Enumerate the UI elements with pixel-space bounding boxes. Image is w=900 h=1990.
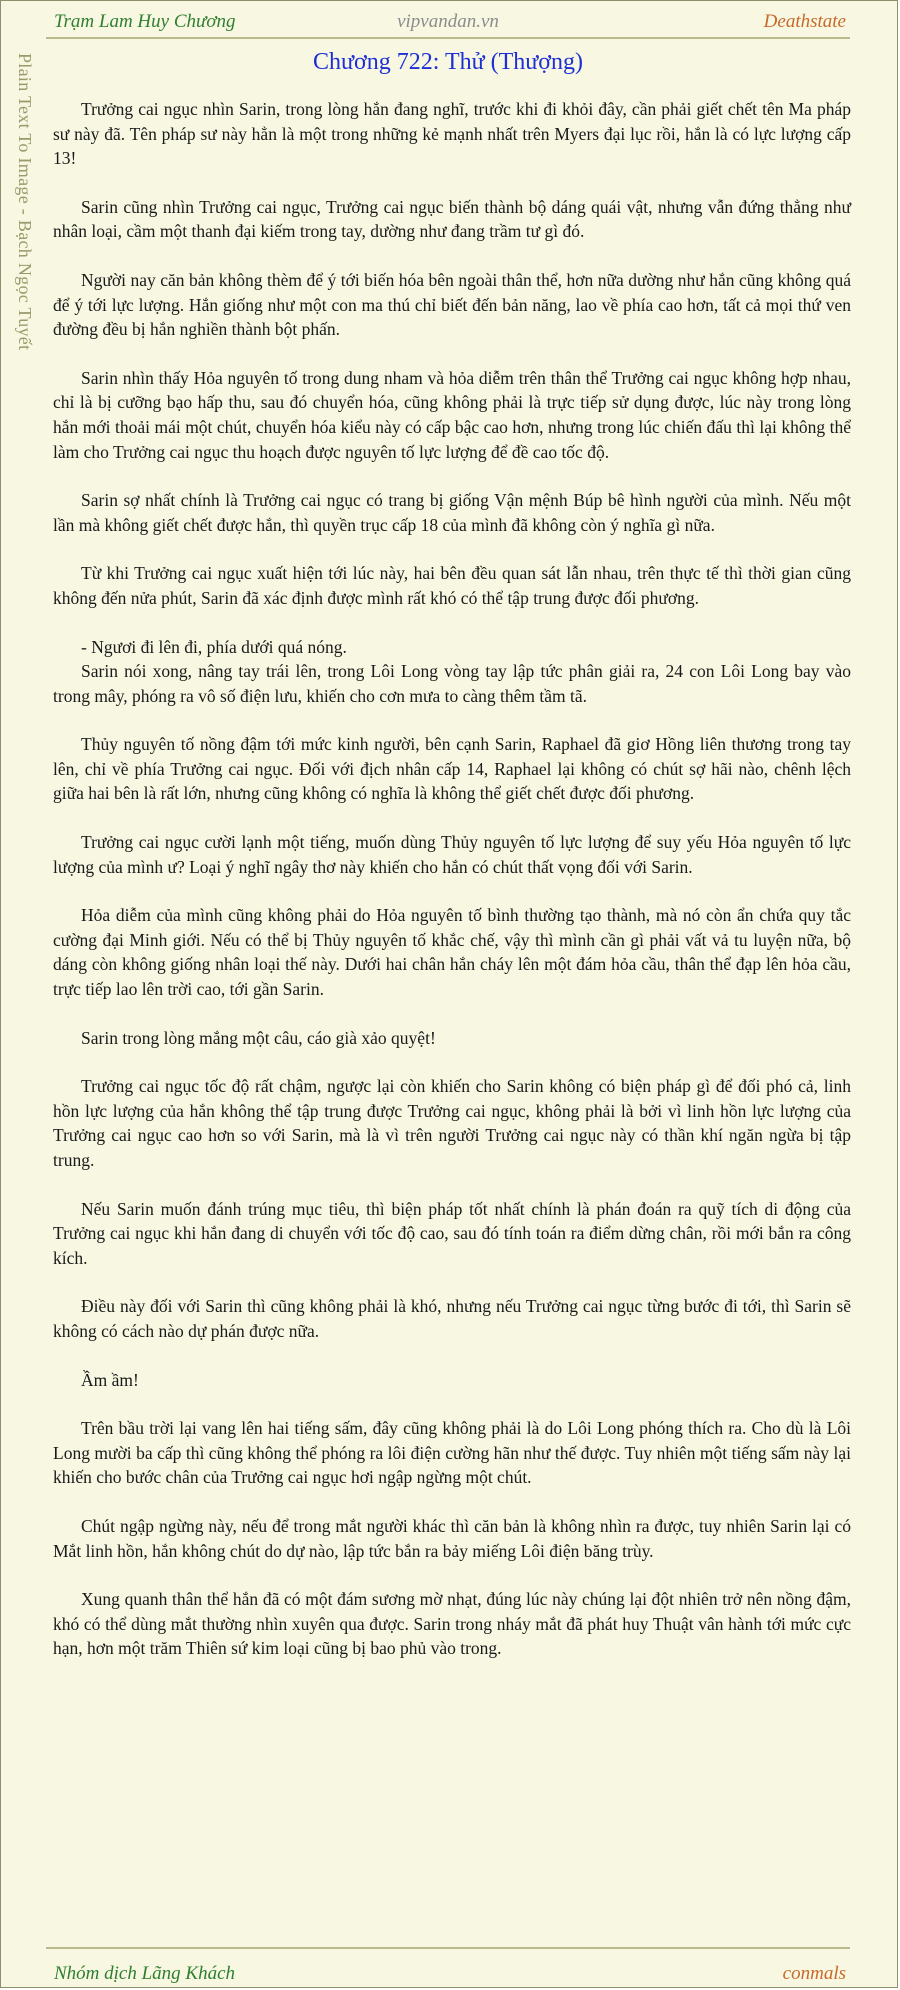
paragraph: Ầm ầm! bbox=[81, 1369, 139, 1390]
paragraph: Trưởng cai ngục nhìn Sarin, trong lòng hắn đang nghĩ, trước khi đi khỏi đây, cần phải giết chết tên Ma pháp sư này đã. Tên pháp sư này hẳn là một trong những kẻ mạnh nhất trên Myers đại lục rồi, hắn là có lực lượng cấp 13! bbox=[53, 99, 851, 169]
paragraph: Sarin trong lòng mắng một câu, cáo già xảo quyệt! bbox=[81, 1027, 436, 1048]
paragraph: Trưởng cai ngục cười lạnh một tiếng, muốn dùng Thủy nguyên tố lực lượng để suy yếu Hỏa nguyên tố lực lượng của mình ư? Loại ý nghĩ ngây thơ này khiến cho hắn có chút thất vọng đối với Sarin. bbox=[53, 832, 851, 877]
paragraph: Người nay căn bản không thèm để ý tới biến hóa bên ngoài thân thể, hơn nữa dường như hắn cũng không quá để ý tới lực lượng. Hắn giống như một con ma thú chỉ biết đến bản năng, lao về phía cao hơn, tất cả mọi thứ ven đường đều bị hắn nghiền thành bột phấn. bbox=[53, 269, 851, 340]
paragraph: Sarin sợ nhất chính là Trưởng cai ngục có trang bị giống Vận mệnh Búp bê hình người của mình. Nếu một lần mà không giết chết được hắn, thì quyền trục cấp 18 của mình đã không còn ý nghĩa gì nữa. bbox=[53, 490, 851, 535]
header-site-label: vipvandan.vn bbox=[397, 11, 499, 32]
paragraph: Từ khi Trưởng cai ngục xuất hiện tới lúc này, hai bên đều quan sát lẫn nhau, trên thực tế thì thời gian cũng không đến nửa phút, Sarin đã xác định được mình rất khó có thể tập trung được đối phương. bbox=[53, 563, 851, 608]
header-author-label: Deathstate bbox=[763, 11, 846, 32]
paragraph: Sarin cũng nhìn Trưởng cai ngục, Trưởng cai ngục biến thành bộ dáng quái vật, nhưng vẫn đứng thẳng như nhân loại, cầm một thanh đại kiếm trong tay, dường như đang trầm tư gì đó. bbox=[53, 196, 851, 242]
paragraph: - Ngươi đi lên đi, phía dưới quá nóng. bbox=[81, 636, 347, 657]
chapter-title: Chương 722: Thử (Thượng) bbox=[313, 49, 583, 75]
side-watermark-text: Plain Text To Image - Bạch Ngọc Tuyết bbox=[15, 53, 35, 351]
footer-user-label: conmals bbox=[782, 1963, 846, 1984]
header-translator-label: Trạm Lam Huy Chương bbox=[54, 11, 236, 32]
paragraph: Sarin nói xong, nâng tay trái lên, trong Lôi Long vòng tay lập tức phân giải ra, 24 con Lôi Long bay vào trong mây, phóng ra vô số điện lưu, khiến cho cơn mưa to càng thêm tầm tã. bbox=[53, 661, 851, 706]
paragraph: Sarin nhìn thấy Hỏa nguyên tố trong dung nham và hỏa diễm trên thân thể Trưởng cai ngục không hợp nhau, chỉ là bị cưỡng bạo hấp thu, sau đó chuyển hóa, cũng không phải là trực tiếp sử dụng được, lúc này trong lòng hắn mới thoải mái một chút, chuyển hóa kiểu này có cấp bậc cao hơn, nhưng trong lúc chiến đấu thì lại không thể làm cho Trưởng cai ngục thu hoạch được nguyên tố lực lượng để đề cao tốc độ. bbox=[53, 367, 851, 462]
paragraph: Trên bầu trời lại vang lên hai tiếng sấm, đây cũng không phải là do Lôi Long phóng thích ra. Cho dù là Lôi Long mười ba cấp thì cũng không thể phóng ra lôi điện cường hãn như thế được. Tuy nhiên một tiếng sấm này lại khiến cho bước chân của Trưởng cai ngục hơi ngập ngừng một chút. bbox=[53, 1418, 851, 1488]
page-header bbox=[46, 1, 850, 39]
paragraph: Xung quanh thân thể hắn đã có một đám sương mờ nhạt, đúng lúc này chúng lại đột nhiên trở nên nồng đậm, khó có thể dùng mắt thường nhìn xuyên qua được. Sarin trong nháy mắt đã phát huy Thuật vân hành tới mức cực hạn, hơn một trăm Thiên sứ kim loại cũng bị bao phủ vào trong. bbox=[53, 1589, 851, 1659]
paragraph: Nếu Sarin muốn đánh trúng mục tiêu, thì biện pháp tốt nhất chính là phán đoán ra quỹ tích di động của Trưởng cai ngục khi hắn đang di chuyển với tốc độ cao, sau đó tính toán ra điểm dừng chân, rồi mới bắn ra công kích. bbox=[53, 1198, 851, 1268]
paragraph: Trưởng cai ngục tốc độ rất chậm, ngược lại còn khiến cho Sarin không có biện pháp gì để đối phó cả, linh hồn lực lượng của hắn không thể tập trung được Trưởng cai ngục, không phải là bởi vì linh hồn lực lượng của Trưởng cai ngục cao hơn so với Sarin, mà là vì trên người Trưởng cai ngục này có thần khí ngăn ngừa bị tập trung. bbox=[53, 1076, 851, 1170]
paragraph: Chút ngập ngừng này, nếu để trong mắt người khác thì căn bản là không nhìn ra được, tuy nhiên Sarin lại có Mắt linh hồn, hắn không chút do dự nào, lập tức bắn ra bảy miếng Lôi điện băng trùy. bbox=[53, 1515, 851, 1561]
paragraph: Hỏa diễm của mình cũng không phải do Hỏa nguyên tố bình thường tạo thành, mà nó còn ẩn chứa quy tắc cường đại Minh giới. Nếu có thể bị Thủy nguyên tố khắc chế, vậy thì mình cần gì phải vất vả tu luyện nữa, bộ dáng còn không giống nhân loại thế này. Dưới hai chân hắn cháy lên một đám hỏa cầu, thân thể đạp lên hỏa cầu, trực tiếp lao lên trời cao, tới gần Sarin. bbox=[53, 905, 851, 1000]
footer-group-label: Nhóm dịch Lãng Khách bbox=[54, 1963, 236, 1984]
chapter-body bbox=[53, 97, 851, 1685]
paragraph: Điều này đối với Sarin thì cũng không phải là khó, nhưng nếu Trưởng cai ngục từng bước đi tới, thì Sarin sẽ không có cách nào dự phán được nữa. bbox=[53, 1296, 851, 1341]
page-footer bbox=[46, 1947, 850, 1989]
paragraph: Thủy nguyên tố nồng đậm tới mức kinh người, bên cạnh Sarin, Raphael đã giơ Hồng liên thương trong tay lên, chỉ về phía Trưởng cai ngục. Đối với địch nhân cấp 14, Raphael lại không có chút sợ hãi nào, chênh lệch giữa hai bên là rất lớn, nhưng cũng không có nghĩa là không thể giết chết được đối phương. bbox=[53, 734, 851, 804]
